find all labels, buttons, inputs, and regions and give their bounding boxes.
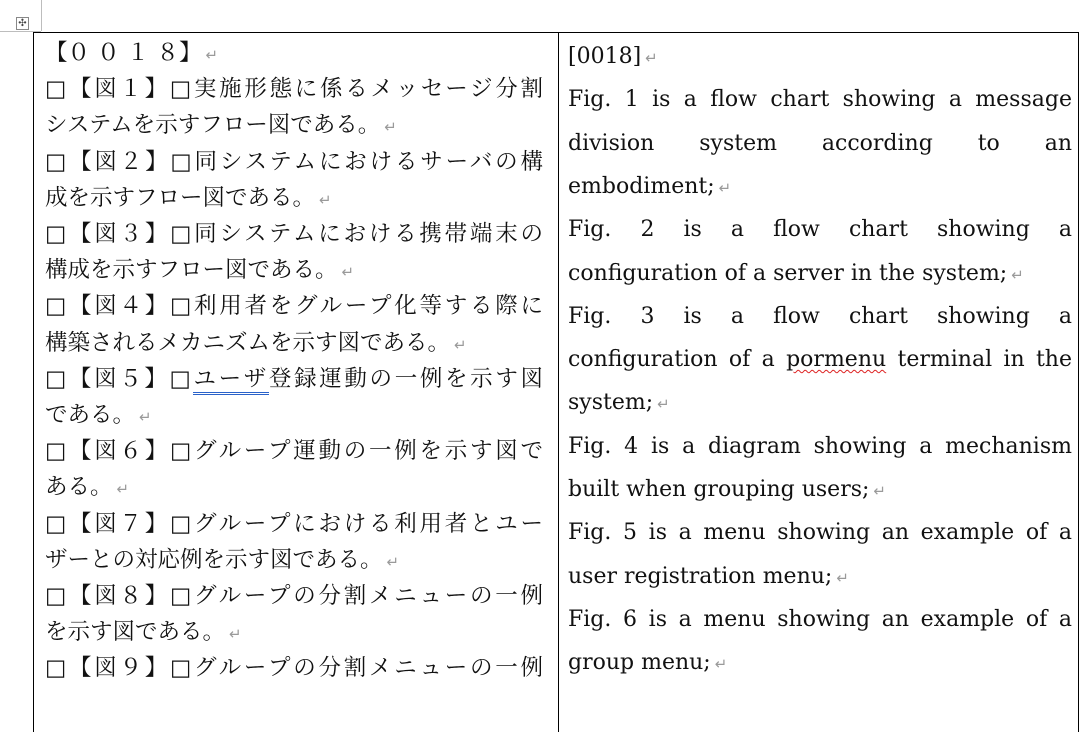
- text-run: □【図３】□同システムにおける携帯端末の: [45, 221, 543, 247]
- text-run: 成を示すフロー図である。: [45, 184, 316, 211]
- text-run: built when grouping users;: [568, 477, 870, 502]
- text-line[interactable]: [568, 122, 1072, 165]
- text-run: Fig. 3 is a flow chart showing a: [568, 303, 1072, 329]
- text-line[interactable]: [45, 578, 543, 614]
- text-line[interactable]: [568, 598, 1072, 641]
- paragraph-mark-icon: ↵: [229, 625, 242, 644]
- text-line[interactable]: [568, 35, 1072, 78]
- text-line[interactable]: [45, 325, 543, 361]
- text-line[interactable]: [45, 180, 543, 216]
- paragraph-mark-icon: ↵: [384, 118, 397, 137]
- text-run: [0018]: [568, 44, 642, 69]
- paragraph-mark-icon: ↵: [116, 480, 130, 499]
- text-run: Fig. 6 is a menu showing an example of a: [568, 606, 1072, 632]
- text-line[interactable]: [568, 165, 1072, 208]
- text-run: configuration of a server in the system;: [568, 260, 1008, 286]
- text-run: embodiment;: [568, 173, 715, 199]
- text-line[interactable]: [568, 641, 1072, 684]
- text-run: system;: [568, 390, 654, 416]
- text-line[interactable]: [568, 208, 1072, 251]
- text-run: configuration of a: [568, 347, 787, 373]
- text-run: □【図４】□利用者をグループ化等する際に: [45, 293, 543, 320]
- text-run: 【０ ０ １ ８】: [45, 40, 202, 66]
- spelling-error-mark: pormenu: [786, 347, 887, 373]
- text-run: 構築されるメカニズムを示す図である。: [45, 329, 451, 356]
- text-line[interactable]: [45, 144, 543, 180]
- text-line[interactable]: [45, 107, 543, 143]
- text-line[interactable]: [568, 295, 1072, 338]
- text-run: を示す図である。: [45, 619, 226, 646]
- english-column[interactable]: [558, 33, 1079, 732]
- text-run: Fig. 1 is a flow chart showing a message: [568, 87, 1072, 113]
- text-run: Fig. 4 is a diagram showing a mechanism: [568, 433, 1072, 459]
- text-line[interactable]: [45, 252, 543, 288]
- paragraph-mark-icon: ↵: [386, 552, 400, 571]
- text-line[interactable]: [45, 71, 543, 107]
- ruler-guide-vertical: [41, 0, 42, 31]
- text-line[interactable]: [45, 614, 543, 650]
- paragraph-mark-icon: ↵: [319, 190, 332, 209]
- translation-table: [33, 32, 1079, 732]
- table-move-handle-icon[interactable]: ✣: [16, 17, 29, 30]
- text-run: □【図５】□: [45, 365, 194, 392]
- text-line[interactable]: [45, 542, 543, 578]
- text-line[interactable]: [568, 555, 1072, 598]
- paragraph-mark-icon: ↵: [873, 482, 886, 500]
- paragraph-mark-icon: ↵: [341, 263, 355, 282]
- japanese-column[interactable]: [34, 33, 559, 732]
- text-run: システムを示すフロー図である。: [45, 112, 381, 139]
- paragraph-mark-icon: ↵: [718, 178, 732, 197]
- text-run: □【図８】□グループの分割メニューの一例: [45, 583, 543, 609]
- text-run: user registration menu;: [568, 563, 833, 589]
- text-line[interactable]: [45, 288, 543, 324]
- text-line[interactable]: [45, 469, 543, 505]
- paragraph-mark-icon: ↵: [205, 46, 219, 64]
- text-run: Fig. 2 is a flow chart showing a: [568, 217, 1072, 243]
- text-run: terminal in the: [886, 347, 1072, 373]
- text-line[interactable]: [568, 468, 1072, 511]
- text-line[interactable]: [568, 252, 1072, 295]
- text-line[interactable]: [45, 216, 543, 252]
- text-line[interactable]: [45, 433, 543, 469]
- text-line[interactable]: [45, 650, 543, 686]
- text-line[interactable]: [568, 511, 1072, 554]
- grammar-mark: ユーザ: [193, 366, 268, 395]
- text-run: 構成を示すフロー図である。: [45, 257, 338, 284]
- text-run: である。: [45, 402, 136, 428]
- text-line[interactable]: [45, 506, 543, 542]
- text-run: division system according to an: [568, 130, 1072, 156]
- text-line[interactable]: [568, 338, 1072, 381]
- text-run: □【図７】□グループにおける利用者とユー: [45, 510, 543, 537]
- text-line[interactable]: [45, 397, 543, 433]
- text-run: □【図１】□実施形態に係るメッセージ分割: [45, 76, 543, 103]
- text-run: ある。: [45, 474, 113, 501]
- paragraph-mark-icon: ↵: [139, 408, 152, 426]
- paragraph-mark-icon: ↵: [645, 49, 658, 67]
- text-line[interactable]: [45, 35, 543, 71]
- paragraph-mark-icon: ↵: [714, 655, 728, 674]
- text-run: 登録運動の一例を示す図: [268, 365, 543, 392]
- text-line[interactable]: [568, 425, 1072, 468]
- paragraph-mark-icon: ↵: [1011, 265, 1024, 284]
- paragraph-mark-icon: ↵: [454, 335, 467, 354]
- paragraph-mark-icon: ↵: [657, 395, 670, 414]
- text-run: group menu;: [568, 650, 711, 676]
- text-line[interactable]: [568, 381, 1072, 424]
- text-run: ザーとの対応例を示す図である。: [45, 546, 383, 573]
- text-run: Fig. 5 is a menu showing an example of a: [568, 520, 1072, 546]
- text-run: □【図９】□グループの分割メニューの一例: [45, 655, 543, 682]
- text-run: □【図２】□同システムにおけるサーバの構: [45, 148, 543, 175]
- text-line[interactable]: [568, 78, 1072, 121]
- text-line[interactable]: [45, 361, 543, 397]
- text-run: □【図６】□グループ運動の一例を示す図で: [45, 438, 543, 465]
- paragraph-mark-icon: ↵: [836, 568, 849, 587]
